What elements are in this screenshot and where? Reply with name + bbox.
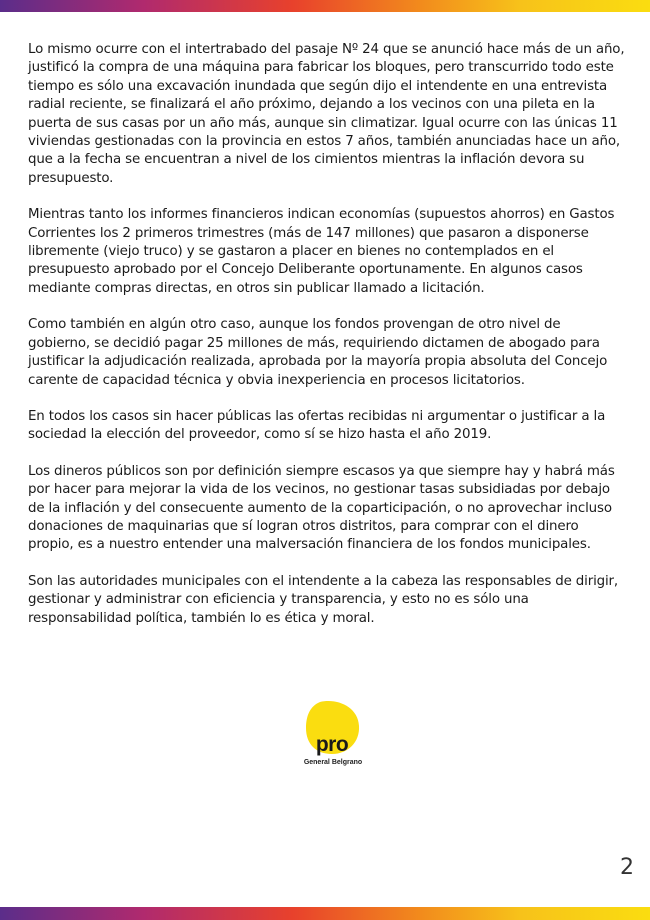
paragraph-3: Como también en algún otro caso, aunque los fondos provengan de otro nivel de gobierno, se decidió pagar 25 millones de más, requiriendo dictamen de abogado para justificar la adjudicación realizada, aprobada por la mayoría propia absoluta del Concejo carente de capacidad técnica y obvia inexperiencia en procesos licitatorios. <box>28 317 608 388</box>
paragraph-2: Mientras tanto los informes financieros indican economías (supuestos ahorros) en Gastos Corrientes los 2 primeros trimestres (más de 147 millones) que pasaron a disponerse libremente (viejo truco) y se gastaron a placer en bienes no contemplados en el presupuesto aprobado por el Concejo Deliberante oportunamente. En algunos casos mediante compras directas, en otros sin publicar llamado a licitación. <box>28 207 615 296</box>
logo-text: pro <box>315 733 349 756</box>
logo-subtitle: General Belgrano <box>303 759 363 766</box>
paragraph-6: Son las autoridades municipales con el intendente a la cabeza las responsables de dirigir, gestionar y administrar con eficiencia y transparencia, y esto no es sólo una responsabilidad política, también lo es ética y moral. <box>28 573 619 626</box>
document-body <box>28 41 625 646</box>
top-gradient-band <box>0 0 650 12</box>
paragraph-1: Lo mismo ocurre con el intertrabado del pasaje Nº 24 que se anunció hace más de un año, justificó la compra de una máquina para fabricar los bloques, pero transcurrido todo este tiempo es sólo una excavación inundada que según dijo el intendente en una entrevista radial reciente, se finalizará el año próximo, dejando a los vecinos con una pileta en la puerta de sus casas por un año más, aunque sin climatizar. Igual ocurre con las únicas 11 viviendas gestionadas con la provincia en estos 7 años, también anunciadas hace un año, que a la fecha se encuentran a nivel de los cimientos mientras la inflación devora su presupuesto. <box>28 42 625 186</box>
page-number: 2 <box>620 855 634 880</box>
bottom-gradient-band <box>0 907 650 920</box>
paragraph-5: Los dineros públicos son por definición siempre escasos ya que siempre hay y habrá más por hacer para mejorar la vida de los vecinos, no gestionar tasas subsidiadas por debajo de la inflación y del consecuente aumento de la coparticipación, o no aprovechar incluso donaciones de maquinarias que sí logran otros distritos, para comprar con el dinero propio, es a nuestro entender una malversación financiera de los fondos municipales. <box>28 463 615 553</box>
paragraph-4: En todos los casos sin hacer públicas las ofertas recibidas ni argumentar o justificar a la sociedad la elección del proveedor, como sí se hizo hasta el año 2019. <box>28 408 606 443</box>
